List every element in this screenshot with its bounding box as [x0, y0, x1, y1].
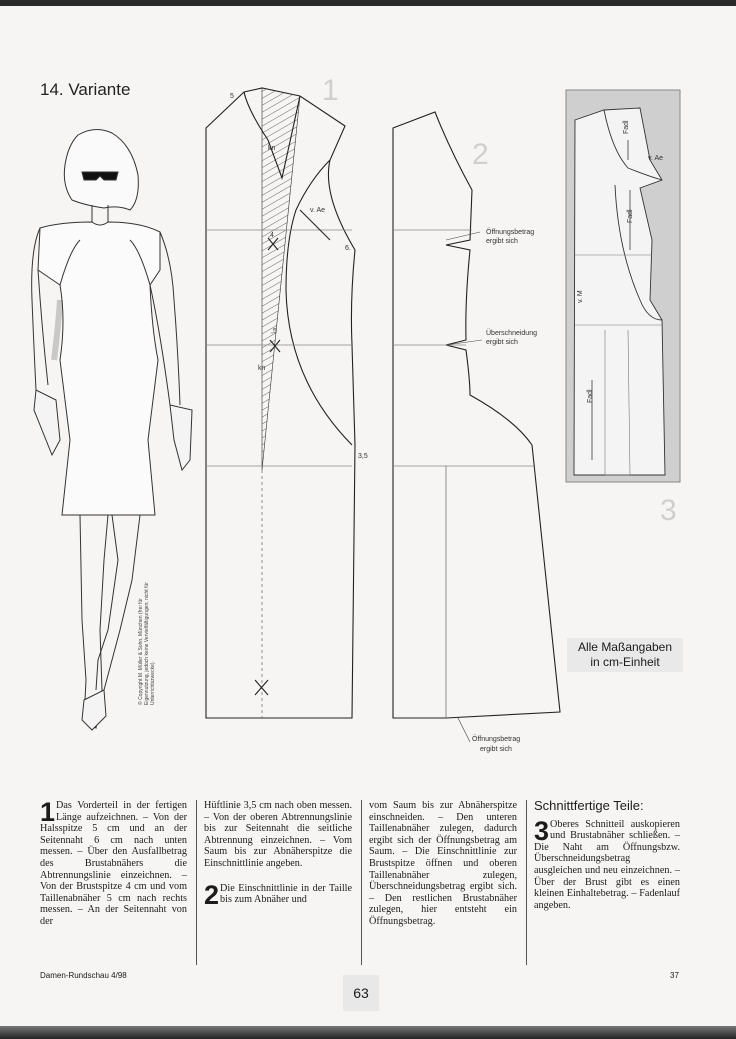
page-number: 63 [343, 975, 379, 1011]
section-heading: Schnittfertige Teile: [534, 798, 644, 813]
column-3-text: vom Saum bis zur Abnäherspitze einschneiden. – Den unteren Taillenabnäher zulegen, dadurch ergibt sich der Öffnungsbetrag am Saum. – Die Einschnittlinie zur Brustspitze öffnen und oberen Taillenabnäher zulegen, Überschneidungsbetrag ergibt sich. – Den restlichen Brustabnäher zulegen, hier entsteht ein Öffnungsbetrag. [369, 800, 517, 927]
note-line-1: Alle Maßangaben [577, 640, 673, 654]
figure-number-3: 3 [660, 494, 677, 527]
note-line-2: in cm-Einheit [590, 655, 660, 669]
page-title: 14. Variante [40, 80, 131, 99]
vm-label: v. M [577, 290, 584, 303]
figure-number-1: 1 [322, 74, 339, 107]
neck-mark-label: 5 [230, 93, 234, 100]
text-column-3 [369, 800, 517, 928]
pattern-piece-1 [206, 88, 355, 718]
mark-5-label: ,5 [271, 328, 277, 335]
side-mark-label: 6. [345, 245, 351, 252]
step-1-intro: Das Vorderteil in der fertigen Länge aufzeichnen. [56, 800, 187, 823]
hem-mark-label: 3,5 [358, 453, 368, 460]
fadl-label-1: Fadl [623, 120, 630, 134]
bottom-scan-edge [0, 1026, 736, 1039]
text-column-1 [40, 797, 187, 928]
original-page-number: 37 [670, 971, 679, 980]
step-number-1: 1 [40, 797, 56, 827]
overlap-label-1: Überschneidung [486, 330, 537, 337]
opening-bottom-label-1: Öffnungsbetrag [472, 736, 521, 743]
mark-4-label: ,4 [268, 232, 274, 239]
fashion-figure [32, 129, 192, 730]
fadl-label-3: Fadl [587, 389, 594, 403]
step-3-text: Oberes Schnitteil auskopieren und Brustabnäher schließen. – Die Naht am Öffnungsbzw. Überschneidungsbetrag ausgleichen und neu einzeichnen. – Über der Brust gibt es einen kleinen Einhaltebetrag. – Fadenlauf angeben. [534, 818, 680, 911]
figure-number-2: 2 [472, 138, 489, 171]
fadl-label-2: Fadl [627, 209, 634, 223]
overlap-label-2: ergibt sich [486, 339, 518, 346]
column-divider-3 [526, 800, 527, 965]
column-divider-1 [196, 800, 197, 965]
magazine-issue: Damen-Rundschau 4/98 [40, 971, 127, 980]
copyright-notice: © Copyright M. Müller & Sohn, München (frei für Eigennutzung, jedoch keine Vervielfältigungen; nicht für Unterrichtszwecke). [138, 582, 156, 705]
step-number-3: 3 [534, 815, 550, 846]
opening-bottom-label-2: ergibt sich [480, 746, 512, 753]
ae-right-label: v. Ae [648, 155, 664, 162]
step-2-text: Die Einschnittlinie in der Taille bis zum Abnäher und [220, 882, 352, 906]
step-number-2: 2 [204, 879, 220, 910]
pattern-piece-2 [393, 112, 560, 742]
opening-top-label-1: Öffnungsbetrag [486, 229, 535, 236]
column-divider-2 [361, 800, 362, 965]
text-column-4 [534, 800, 680, 911]
kn-top-label: kn [268, 145, 276, 152]
measurement-note [567, 638, 683, 672]
ae-left-label: v. Ae [310, 207, 326, 214]
text-column-2 [204, 800, 352, 910]
kn-bottom-label: kn [258, 365, 266, 372]
column-2-text: Hüftlinie 3,5 cm nach oben messen. – Von der oberen Abtrennungslinie bis zur Seitennaht die seitliche Abtrennung einzeichnen. – Vom Saum bis zur Abnäherspitze die Einschnittlinie angeben. [204, 800, 352, 869]
step-1-text: – Von der Halsspitze 5 cm und an der Seitennaht 6 cm nach unten messen. – Über den Ausfallbetrag des Brustabnähers die Abtrennungslinie einzeichnen. – Von der Brustspitze 4 cm und vom Taillenabnäher 5 cm nach rechts messen. – An der Seitennaht von der [40, 811, 187, 927]
opening-top-label-2: ergibt sich [486, 238, 518, 245]
